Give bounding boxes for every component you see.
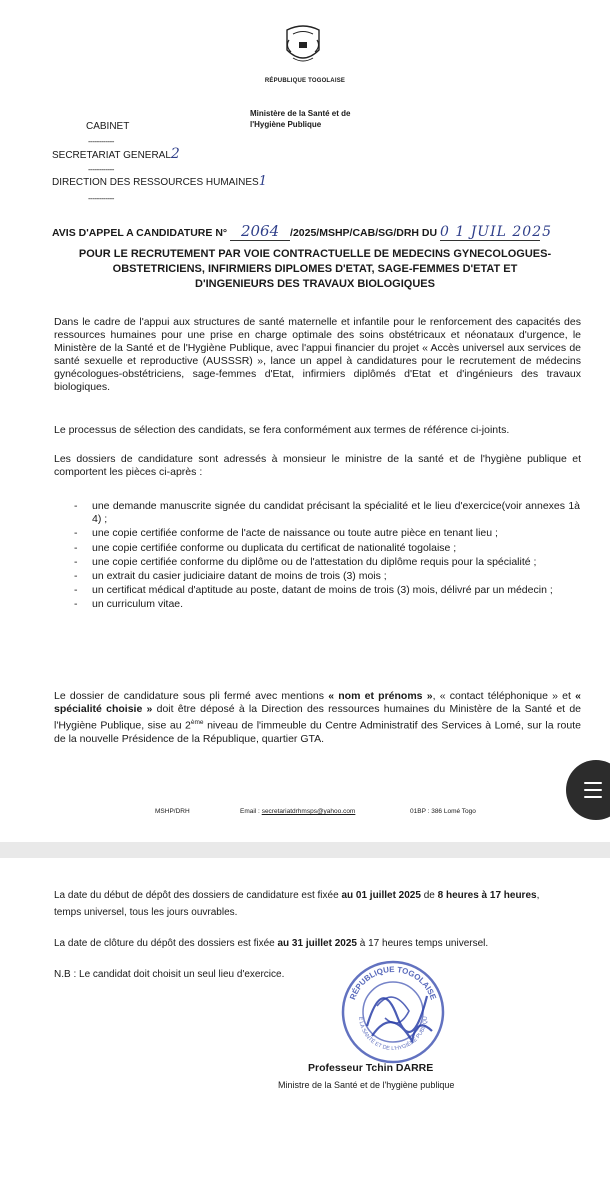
- deposit-end-paragraph: [54, 935, 594, 952]
- notice-prefix: AVIS D'APPEL A CANDIDATURE N°: [52, 227, 228, 239]
- stamp-text-top: RÉPUBLIQUE TOGOLAISE: [348, 964, 438, 1002]
- dossier-intro-paragraph: Les dossiers de candidature sont adressés à monsieur le ministre de la santé et de l'hygiène publique et comportent les pièces ci-après :: [54, 453, 581, 478]
- deposit-mention-contact: « contact téléphonique »: [439, 690, 558, 702]
- direction-text: DIRECTION DES RESSOURCES HUMAINES: [52, 177, 259, 188]
- subject-line: POUR LE RECRUTEMENT PAR VOIE CONTRACTUELLE DE MEDECINS GYNECOLOGUES-: [78, 248, 552, 260]
- start-text: ,: [536, 890, 540, 901]
- end-text: à 17 heures temps universel.: [359, 938, 489, 949]
- deposit-text: et: [562, 690, 571, 702]
- nb-note: N.B : Le candidat doit choisit un seul lieu d'exercice.: [54, 969, 285, 980]
- secretariat-label: [52, 148, 180, 162]
- list-item: - une copie certifiée conforme du diplôme ou de l'attestation du diplôme requis pour la spécialité ;: [60, 556, 580, 569]
- ministry-line-2: l'Hygiène Publique: [250, 120, 322, 129]
- deposit-text: Le dossier de candidature sous pli fermé avec mentions: [54, 690, 325, 702]
- deposit-mention-name: « nom et prénoms »: [328, 690, 433, 702]
- republic-label: RÉPUBLIQUE TOGOLAISE: [264, 78, 346, 84]
- footer-department: MSHP/DRH: [155, 808, 190, 815]
- notice-date: 0 1 JUIL 2025: [439, 224, 553, 240]
- subject-line: OBSTETRICIENS, INFIRMIERS DIPLOMES D'ETAT, SAGE-FEMMES D'ETAT ET: [112, 263, 518, 275]
- deposit-superscript: ème: [190, 719, 204, 726]
- signature-scribble: [377, 997, 409, 1023]
- document-page-2: [0, 858, 610, 1179]
- start-text: temps universel, tous les jours ouvrables.: [54, 907, 238, 918]
- notice-reference: /2025/MSHP/CAB/SG/DRH DU: [290, 227, 438, 239]
- ministry-line-1: Ministère de la Santé et de: [250, 109, 351, 118]
- list-item: - une demande manuscrite signée du candidat précisant la spécialité et le lieu d'exercice(voir annexes 1à 4) ;: [60, 500, 580, 526]
- stamp-text-bottom: E LA SANTÉ ET DE L'HYGIÈNE PUBLIQU: [356, 1016, 430, 1052]
- signer-title: Ministre de la Santé et de l'hygiène publique: [278, 1080, 455, 1090]
- hamburger-icon: [584, 782, 602, 784]
- end-date: au 31 juillet 2025: [277, 938, 357, 949]
- start-hours: 8 heures à 17 heures: [437, 890, 537, 901]
- secretariat-handwritten-mark: 2: [170, 146, 180, 162]
- start-date: au 01 juillet 2025: [341, 890, 421, 901]
- deposit-mention-specialty: « spécialité choisie »: [54, 690, 581, 715]
- separator-dashes: ------------: [88, 165, 114, 174]
- start-text: de: [423, 890, 435, 901]
- separator-dashes: ------------: [88, 137, 114, 146]
- separator-dashes: ------------: [88, 194, 114, 203]
- list-item: - un certificat médical d'aptitude au poste, datant de moins de trois (3) mois, délivré par un médecin ;: [60, 584, 580, 597]
- official-stamp: [337, 956, 449, 1068]
- coat-of-arms-emblem: [279, 20, 327, 68]
- hamburger-icon: [584, 789, 602, 791]
- footer-email-link[interactable]: secretariatdrhmsps@yahoo.com: [261, 808, 356, 815]
- direction-label: [52, 176, 267, 189]
- secretariat-text: SECRETARIAT GENERAL: [52, 150, 171, 161]
- hamburger-icon: [584, 796, 602, 798]
- list-item: - un curriculum vitae.: [60, 598, 580, 611]
- footer-email: [240, 808, 355, 815]
- footer-address: 01BP : 386 Lomé Togo: [410, 808, 476, 815]
- ministry-heading: [250, 108, 350, 130]
- end-text: La date de clôture du dépôt des dossiers est fixée: [54, 938, 275, 949]
- start-text: La date du début de dépôt des dossiers de candidature est fixée: [54, 890, 339, 901]
- deposit-start-paragraph: [54, 887, 594, 921]
- list-item: - une copie certifiée conforme ou duplicata du certificat de nationalité togolaise ;: [60, 542, 580, 555]
- cabinet-label: CABINET: [86, 121, 130, 132]
- notice-number: 2064: [230, 222, 290, 241]
- list-item: - une copie certifiée conforme de l'acte de naissance ou toute autre pièce en tenant lieu ;: [60, 527, 580, 540]
- deposit-text: ,: [432, 690, 436, 702]
- notice-subject: [60, 247, 570, 292]
- notice-title: [52, 222, 553, 241]
- deposit-text: niveau de l'immeuble du Centre Administratif des Services à Lomé, sur la route de la nouvelle Présidence de la République, quartier GTA.: [54, 719, 581, 745]
- svg-text:RÉPUBLIQUE TOGOLAISE: [348, 965, 438, 1002]
- deposit-text: doit être déposé à la Direction des ressources humaines du Ministère de la Santé et de l'Hygiène Publique, sise au 2: [54, 703, 582, 732]
- process-paragraph: Le processus de sélection des candidats, se fera conformément aux termes de référence ci-joints.: [54, 424, 510, 436]
- signer-name: Professeur Tchin DARRE: [308, 1062, 434, 1074]
- required-documents-list: [60, 500, 580, 613]
- deposit-paragraph: [54, 690, 581, 746]
- list-item: - un extrait du casier judiciaire datant de moins de trois (3) mois ;: [60, 570, 580, 583]
- footer-email-label: Email :: [240, 808, 260, 815]
- subject-line: D'INGENIEURS DES TRAVAUX BIOLOGIQUES: [195, 278, 435, 290]
- intro-paragraph: Dans le cadre de l'appui aux structures de santé maternelle et infantile pour le renforcement des capacités des ressources humaines pour une prise en charge optimale des soins obstétricaux et néonataux d'urgence, le Ministère de la Santé et de l'Hygiène Publique, avec l'appui financier du projet « Accès universel aux services de santé sexuelle et reproductive (AUSSSR) », lance un appel à candidatures pour le recrutement de médecins gynécologues-obstétriciens, sage-femmes d'Etat, infirmiers diplômés d'Etat et d'ingénieurs des travaux biologiques.: [54, 316, 581, 393]
- direction-handwritten-mark: 1: [258, 174, 267, 189]
